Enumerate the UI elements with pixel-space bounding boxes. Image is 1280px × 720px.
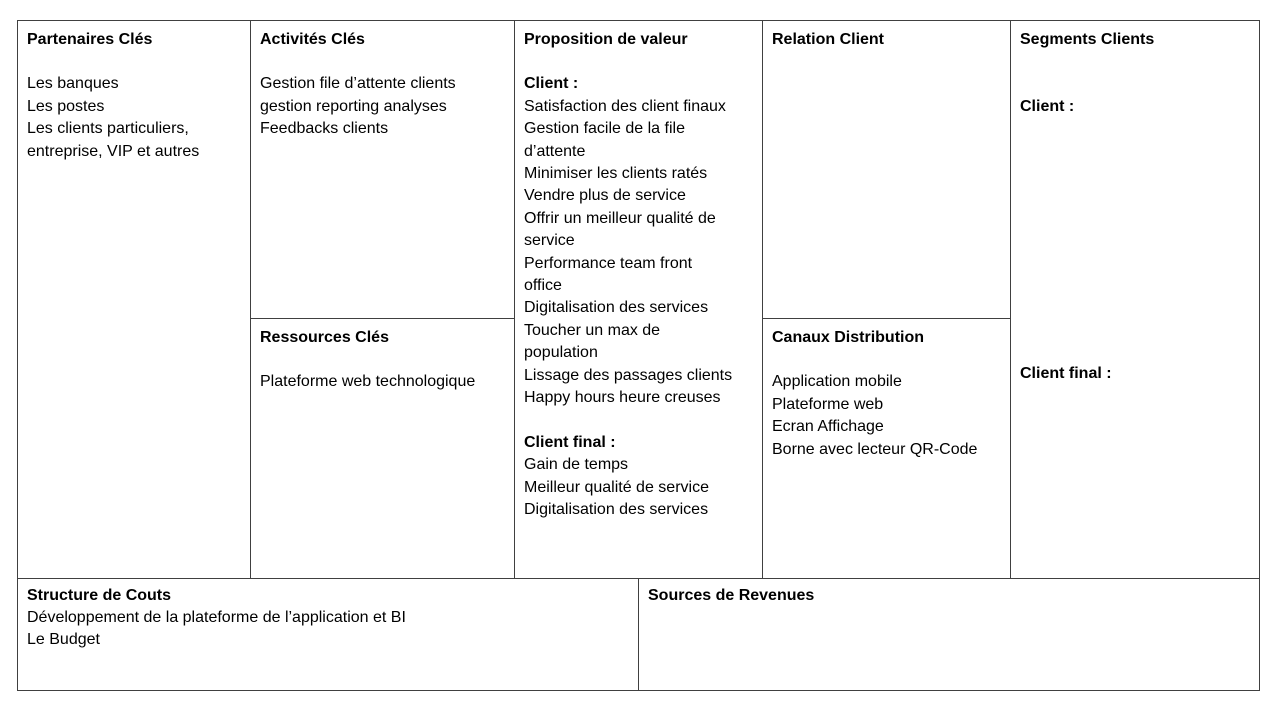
customer-segments-block: [1010, 20, 1260, 579]
key-resources-title: Ressources Clés: [260, 329, 389, 346]
client-final-label: Client final :: [1020, 365, 1112, 383]
list-item: Gestion file d’attente clients: [260, 75, 456, 93]
client-label: Client :: [524, 75, 579, 93]
list-item: Meilleur qualité de service: [524, 478, 709, 496]
list-item: Le Budget: [27, 631, 100, 649]
list-item: Feedbacks clients: [260, 120, 389, 138]
cost-structure-block: [17, 578, 639, 691]
list-item: Satisfaction des client finaux: [524, 97, 726, 115]
channels-block: [762, 318, 1011, 579]
list-item: Minimiser les clients ratés: [524, 165, 708, 183]
list-item: d’attente: [524, 142, 586, 160]
list-item: Vendre plus de service: [524, 187, 686, 205]
list-item: service: [524, 232, 575, 250]
client-final-label: Client final :: [524, 433, 616, 451]
key-partners-block: [17, 20, 251, 579]
client-label: Client :: [1020, 97, 1075, 115]
customer-relationship-title: Relation Client: [772, 31, 885, 48]
list-item: Offrir un meilleur qualité de: [524, 209, 716, 227]
channels-title: Canaux Distribution: [772, 329, 925, 346]
list-item: Développement de la plateforme de l’application et BI: [27, 609, 406, 626]
customer-relationship-block: [762, 20, 1011, 319]
list-item: Les clients particuliers,: [27, 120, 189, 138]
key-activities-title: Activités Clés: [260, 31, 365, 48]
list-item: Digitalisation des services: [524, 299, 709, 317]
list-item: Les banques: [27, 75, 119, 93]
customer-segments-title: Segments Clients: [1020, 31, 1155, 48]
list-item: gestion reporting analyses: [260, 97, 447, 115]
revenue-streams-title: Sources de Revenues: [648, 587, 815, 604]
cost-structure-title: Structure de Couts: [27, 587, 172, 604]
list-item: Happy hours heure creuses: [524, 389, 721, 407]
list-item: Gestion facile de la file: [524, 120, 685, 138]
revenue-streams-block: [638, 578, 1260, 691]
list-item: entreprise, VIP et autres: [27, 142, 200, 160]
list-item: Gain de temps: [524, 456, 629, 474]
list-item: Borne avec lecteur QR-Code: [772, 440, 978, 458]
value-proposition-title: Proposition de valeur: [524, 31, 688, 48]
value-proposition-block: [514, 20, 763, 579]
list-item: Ecran Affichage: [772, 418, 884, 436]
list-item: population: [524, 344, 598, 362]
list-item: Plateforme web technologique: [260, 373, 476, 391]
key-partners-title: Partenaires Clés: [27, 31, 153, 48]
list-item: Les postes: [27, 97, 105, 115]
list-item: Lissage des passages clients: [524, 366, 733, 384]
list-item: Performance team front: [524, 254, 693, 272]
list-item: Digitalisation des services: [524, 501, 709, 519]
list-item: Plateforme web: [772, 395, 884, 413]
key-resources-block: [250, 318, 515, 579]
key-activities-block: [250, 20, 515, 319]
list-item: Toucher un max de: [524, 321, 661, 339]
list-item: office: [524, 277, 562, 295]
list-item: Application mobile: [772, 373, 902, 391]
